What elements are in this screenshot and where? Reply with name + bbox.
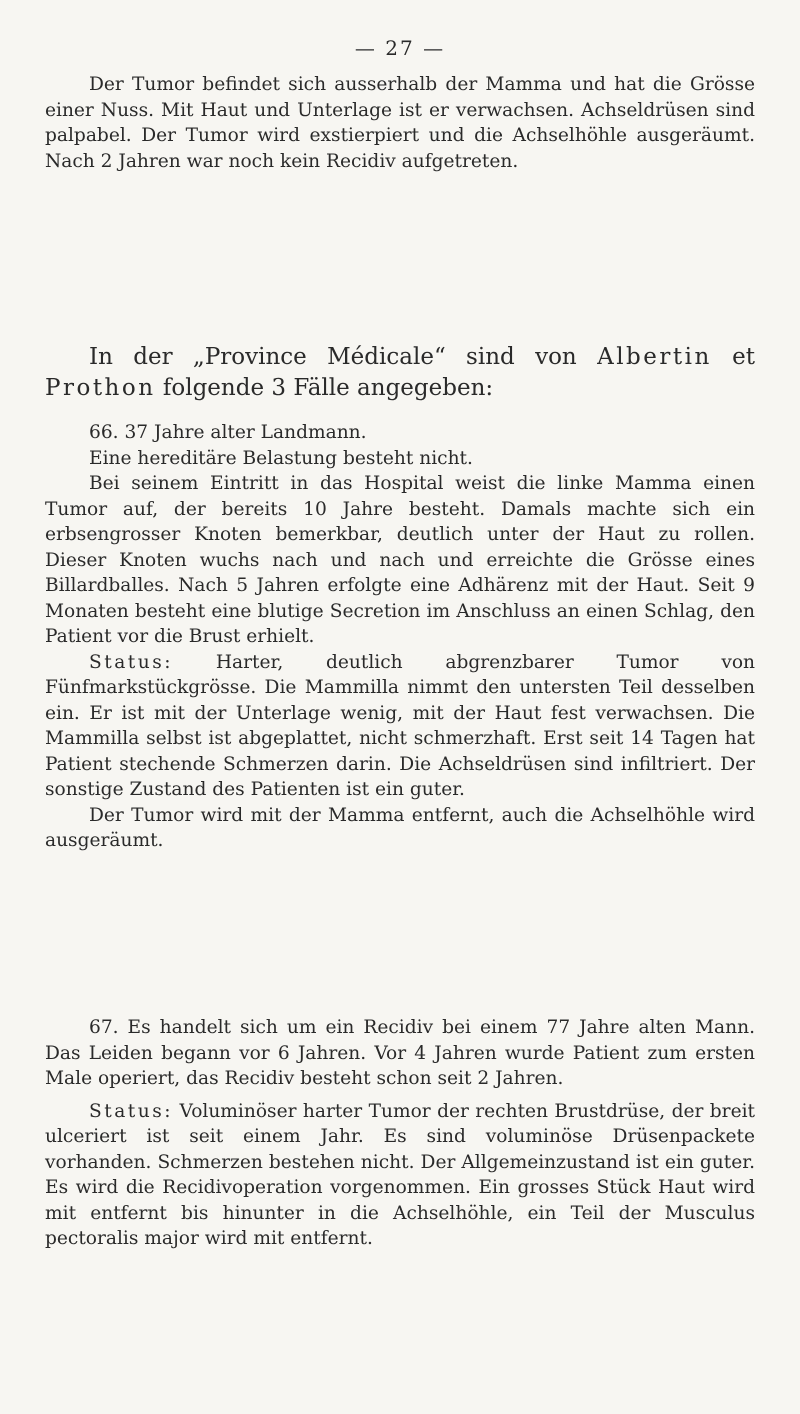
heading-text: et <box>732 344 755 370</box>
status-text: Harter, deutlich abgrenzbarer Tumor von Fünfmarkstückgrösse. Die Mammilla nimmt den untersten Teil desselben ein. Er ist mit der Unterlage wenig, mit der Haut fest verwachsen. Die Mammilla selbst ist abgeplattet, nicht schmerzhaft. Erst seit 14 Tagen hat Patient stechende Schmerzen darin. Die Achseldrüsen sind infiltriert. Der sonstige Zustand des Patienten ist ein guter. <box>45 651 755 800</box>
author-name: Prothon <box>45 375 156 401</box>
paragraph: 67. Es handelt sich um ein Recidiv bei einem 77 Jahre alten Mann. Das Leiden begann vor 6 Jahren. Vor 4 Jahren wurde Patient zum ersten Male operiert, das Recidiv besteht schon seit 2 Jahren. <box>45 1017 755 1089</box>
paragraph: Der Tumor wird mit der Mamma entfernt, auch die Achselhöhle wird ausgeräumt. <box>45 804 755 851</box>
paragraph: Eine hereditäre Belastung besteht nicht. <box>89 447 473 469</box>
continued-case-paragraph <box>45 72 755 174</box>
status-label: Status: <box>89 651 174 673</box>
case-66 <box>45 420 755 854</box>
heading-text: In der „Province Médicale“ sind von <box>89 344 577 370</box>
page-number: — 27 — <box>354 36 446 60</box>
heading-text: folgende 3 Fälle angegeben: <box>162 375 494 401</box>
status-text: Voluminöser harter Tumor der rechten Brustdrüse, der breit ulceriert ist seit einem Jahr. Es sind voluminöse Drüsenpackete vorhanden. Schmerzen bestehen nicht. Der Allgemeinzustand ist ein guter. Es wird die Recidivoperation vorgenommen. Ein grosses Stück Haut wird mit entfernt bis hinunter in die Achselhöhle, ein Teil der Musculus pectoralis major wird mit entfernt. <box>45 1100 755 1249</box>
status-label: Status: <box>89 1100 174 1122</box>
author-name: Albertin <box>597 344 712 370</box>
case-intro: 66. 37 Jahre alter Landmann. <box>89 422 367 443</box>
paragraph: Bei seinem Eintritt in das Hospital weist die linke Mamma einen Tumor auf, der bereits 10 Jahre besteht. Damals machte sich ein erbsengrosser Knoten bemerkbar, deutlich unter der Haut zu rollen. Dieser Knoten wuchs nach und nach und erreichte die Grösse eines Billardballes. Nach 5 Jahren erfolgte eine Adhärenz mit der Haut. Seit 9 Monaten besteht eine blutige Secretion im Anschluss an einen Schlag, den Patient vor die Brust erhielt. <box>45 473 755 647</box>
section-heading <box>45 342 755 404</box>
status-paragraph <box>45 650 755 803</box>
status-paragraph <box>45 1099 755 1252</box>
paragraph: Der Tumor befindet sich ausserhalb der Mamma und hat die Grösse einer Nuss. Mit Haut und Unterlage ist er verwachsen. Achseldrüsen sind palpabel. Der Tumor wird exstierpiert und die Achselhöhle ausgeräumt. Nach 2 Jahren war noch kein Recidiv aufgetreten. <box>45 74 755 172</box>
case-67 <box>45 1015 755 1252</box>
